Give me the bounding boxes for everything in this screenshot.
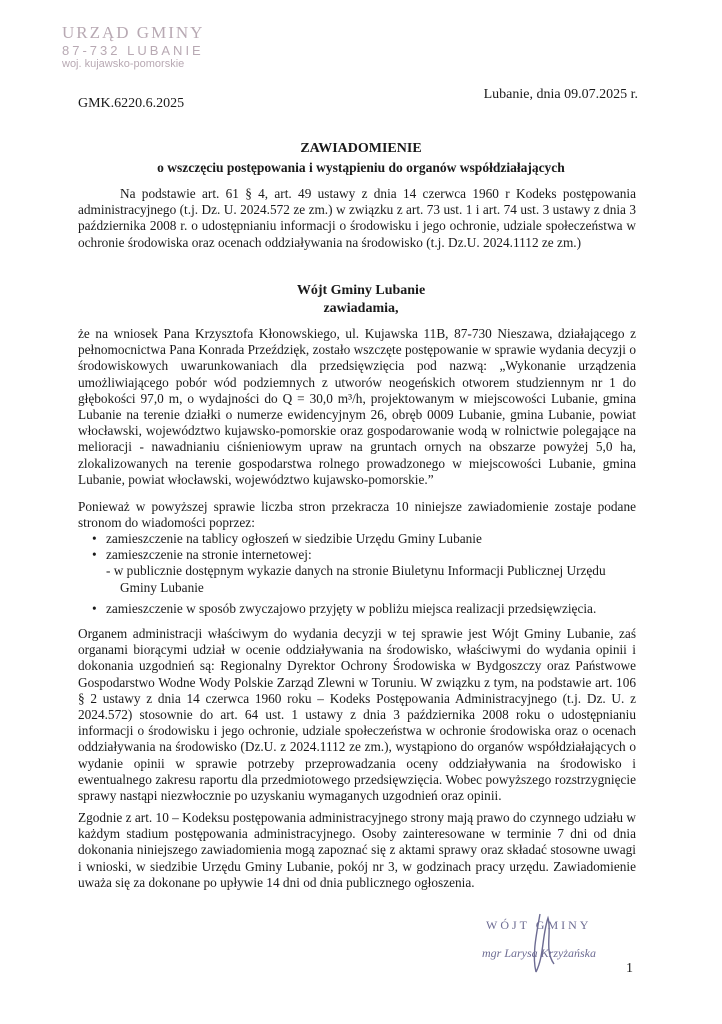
legal-basis-paragraph: Na podstawie art. 61 § 4, art. 49 ustawy z dnia 14 czerwca 1960 r Kodeks postępowania administracyjnego (t.j. Dz. U. 2024.572 ze zm.) w związku z art. 73 ust. 1 i art. 74 ust. 3 ustawy z dnia 3 października 2008 r. o udostępnianiu informacji o środowisku i jego ochronie, udziale społeczeństwa w ochronie środowiska oraz ocenach oddziaływania na środowisko (t.j. Dz.U. 2024.1112 ze zm.): [78, 186, 636, 250]
handwritten-signature-icon: [470, 906, 650, 976]
list-item-text: zamieszczenie na tablicy ogłoszeń w siedzibie Urzędu Gminy Lubanie: [106, 531, 482, 546]
list-item-text: zamieszczenie w sposób zwyczajowo przyjęty w pobliżu miejsca realizacji przedsięwzięcia.: [106, 600, 597, 616]
document-subtitle: o wszczęciu postępowania i wystąpieniu do organów współdziałających: [157, 160, 565, 175]
stamp-line-region: woj. kujawsko-pomorskie: [62, 58, 185, 70]
bullet-icon: •: [92, 531, 97, 546]
stamp-line-office: URZĄD GMINY: [62, 23, 205, 42]
party-rights-paragraph: Zgodnie z art. 10 – Kodeksu postępowania administracyjnego strony mają prawo do czynnego udziału w każdym stadium postępowania administracyjnego. Osoby zainteresowane w terminie 7 dni od dnia dokonania niniejszego zawiadomienia mogą zapoznać się z aktami sprawy oraz składać stosowne uwagi i wnioski, w siedzibie Urzędu Gminy Lubanie, pokój nr 3, w godzinach pracy urzędu. Zawiadomienie uważa się za dokonane po upływie 14 dni od dnia publicznego ogłoszenia.: [78, 810, 636, 890]
bullet-icon: •: [92, 547, 97, 563]
notification-methods-list: [92, 531, 632, 617]
list-sub-item: [92, 563, 632, 595]
authority-name: Wójt Gminy Lubanie: [296, 283, 426, 298]
stamp-line-postcode: 87-732 LUBANIE: [62, 43, 204, 58]
list-item: [92, 601, 632, 617]
list-item-text: zamieszczenie na stronie internetowej:: [106, 547, 312, 563]
list-item: [92, 547, 632, 563]
list-sub-item-text: - w publicznie dostępnym wykazie danych na stronie Biuletynu Informacji Publicznej Urzędu: [106, 563, 606, 579]
signature-block: [470, 906, 650, 976]
signature-name: mgr Larysa Krzyżańska: [482, 946, 597, 960]
competent-authority-paragraph: Organem administracji właściwym do wydania decyzji w tej sprawie jest Wójt Gminy Lubanie, zaś organami biorącymi udział w ocenie oddziaływania na środowisko, właściwymi do wydania opinii i dokonania uzgodnień są: Regionalny Dyrektor Ochrony Środowiska w Bydgoszczy oraz Państwowe Gospodarstwo Wodne Wody Polskie Zarząd Zlewni w Toruniu. W związku z tym, na podstawie art. 106 § 2 ustawy z dnia 14 czerwca 1960 roku – Kodeks Postępowania Administracyjnego (t.j. Dz. U. z 2024.572) stosownie do art. 64 ust. 1 ustawy z dnia 3 października 2008 roku o udostępnianiu informacji o środowisku i jego ochronie, udziale społeczeństwa w ochronie środowiska oraz o ocenach oddziaływania na środowisko (Dz.U. z 2024.1112 ze zm.), wystąpiono do organów współdziałających o wydanie opinii w sprawie potrzeby przeprowadzania oceny oddziaływania na środowisko i ewentualnego zakresu raportu dla przedmiotowego przedsięwzięcia. Wobec powyższego rozstrzygnięcie sprawy nastąpi niezwłocznie po uzyskaniu wymaganych uzgodnień oraz opinii.: [78, 626, 636, 804]
office-stamp: [62, 24, 204, 70]
reference-number: GMK.6220.6.2025: [78, 96, 185, 111]
authority-verb: zawiadamia,: [323, 301, 399, 316]
list-item: [92, 531, 632, 547]
document-title: ZAWIADOMIENIE: [300, 141, 422, 156]
notification-paragraph: Ponieważ w powyższej sprawie liczba stron przekracza 10 niniejsze zawiadomienie zostaje podane stronom do wiadomości poprzez:: [78, 499, 636, 531]
place-date: Lubanie, dnia 09.07.2025 r.: [483, 87, 638, 102]
list-sub-item-continuation: Gminy Lubanie: [120, 579, 204, 595]
bullet-icon: •: [92, 600, 97, 616]
proceeding-paragraph: że na wniosek Pana Krzysztofa Kłonowskiego, ul. Kujawska 11B, 87-730 Nieszawa, działającego z pełnomocnictwa Pana Konrada Przeździęk, zostało wszczęte postępowanie w sprawie wydania decyzji o środowiskowych uwarunkowaniach dla przedsięwzięcia pod nazwą: „Wykonanie urządzenia umożliwiającego pobór wód podziemnych z utworów neogeńskich otworem studziennym nr 1 do głębokości 97,0 m, o wydajności do Q = 30,0 m³/h, projektowanym w miejscowości Lubanie, gmina Lubanie na terenie działki o numerze ewidencyjnym 26, obręb 0009 Lubanie, gmina Lubanie, powiat włocławski, województwo kujawsko-pomorskie oraz gospodarowanie wodą w rolnictwie polegające na melioracji - nawadnianiu ciśnieniowym upraw na gruntach ornych na obszarze powyżej 5,0 ha, zlokalizowanych na terenie gospodarstwa rolnego prowadzonego w miejscowości Lubanie, gmina Lubanie, powiat włocławski, województwo kujawsko-pomorskie.”: [78, 326, 636, 487]
signature-title: WÓJT GMINY: [486, 918, 592, 932]
page-number: 1: [626, 961, 633, 976]
